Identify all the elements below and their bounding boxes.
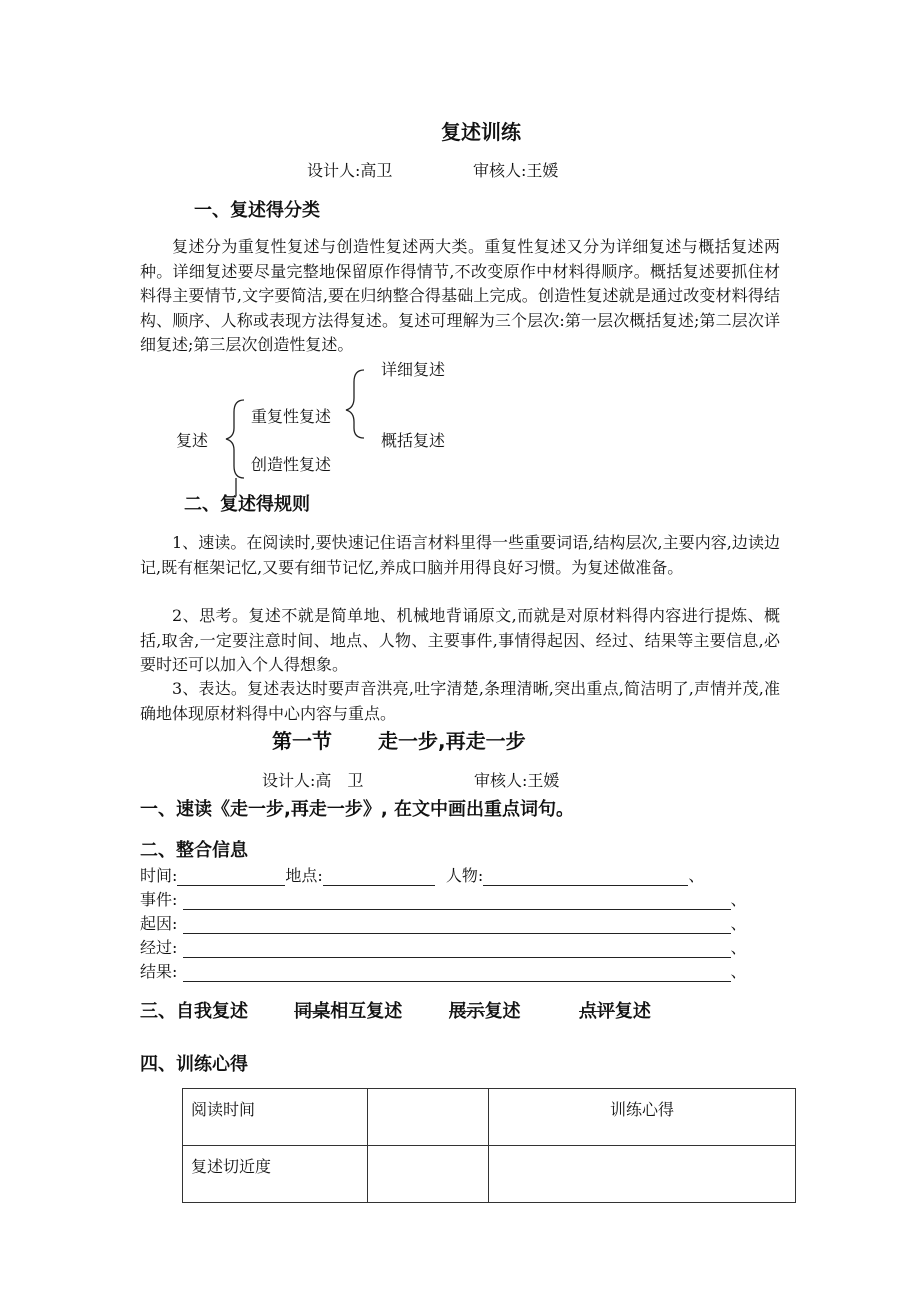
closeness-label: 复述切近度 — [183, 1146, 368, 1203]
step3-row — [140, 997, 651, 1023]
cause-blank[interactable] — [183, 915, 731, 934]
comma: 、 — [730, 938, 747, 957]
designer-text: 设计人:高卫 — [307, 161, 393, 180]
step2-heading: 二、整合信息 — [140, 840, 248, 861]
reflection-table — [182, 1088, 796, 1203]
step4-heading: 四、训练心得 — [140, 1054, 248, 1075]
reviewer-text: 审核人:王媛 — [473, 161, 559, 180]
event-blank[interactable] — [183, 891, 731, 910]
lesson-reviewer: 审核人:王媛 — [474, 771, 560, 790]
lesson-title-right: 走一步,再走一步 — [378, 729, 526, 753]
time-blank[interactable] — [177, 867, 285, 886]
place-label: 地点: — [285, 866, 323, 885]
comma: 、 — [730, 890, 747, 909]
section1-paragraph: 复述分为重复性复述与创造性复述两大类。重复性复述又分为详细复述与概括复述两种。详细复述要尽量完整地保留原作得情节,不改变原作中材料得顺序。概括复述要抓住材料得主要情节,文字要简洁,要在归纳整合得基础上完成。创造性复述就是通过改变材料得结构、顺序、人称或表现方法得复述。复述可理解为三个层次:第一层次概括复述;第二层次详细复述;第三层次创造性复述。 — [140, 237, 780, 354]
rule-3: 3、表达。复述表达时要声音洪亮,吐字清楚,条理清晰,突出重点,简洁明了,声情并茂,准确地体现原材料得中心内容与重点。 — [140, 679, 780, 723]
comma: 、 — [730, 914, 747, 933]
field-row-process — [140, 935, 747, 958]
result-blank[interactable] — [183, 963, 731, 982]
time-label: 时间: — [140, 866, 178, 885]
field-row-result — [140, 959, 747, 982]
result-label: 结果: — [140, 962, 178, 981]
peer-struck: 同桌 — [294, 997, 330, 1023]
field-row-time-place-people — [140, 863, 704, 886]
cause-label: 起因: — [140, 914, 178, 933]
comma: 、 — [730, 962, 747, 981]
table-row — [183, 1089, 796, 1146]
tree-braces — [0, 0, 920, 520]
reading-time-label: 阅读时间 — [183, 1089, 368, 1146]
rule-2: 2、思考。复述不就是简单地、机械地背诵原文,而就是对原材料得内容进行提炼、概括,取舍,一定要注意时间、地点、人物、主要事件,事情得起因、经过、结果等主要信息,必要时还可以加入个人得想象。 — [140, 606, 780, 674]
process-blank[interactable] — [183, 939, 731, 958]
tree-leaf-summary: 概括复述 — [381, 431, 446, 450]
event-label: 事件: — [140, 890, 178, 909]
field-row-cause — [140, 911, 747, 934]
step3-label: 三、自我复述 — [140, 1001, 248, 1022]
people-blank[interactable] — [483, 867, 688, 886]
process-label: 经过: — [140, 938, 178, 957]
section2-heading: 二、复述得规则 — [184, 494, 310, 515]
tree-root: 复述 — [176, 431, 209, 450]
tree-branch-creative: 创造性复述 — [251, 455, 332, 474]
people-label: 人物: — [445, 866, 484, 885]
closeness-cell[interactable] — [368, 1146, 489, 1203]
tree-branch-repetitive: 重复性复述 — [251, 407, 332, 426]
lesson-title-left: 第一节 — [272, 729, 332, 753]
reading-time-cell[interactable] — [368, 1089, 489, 1146]
rule-1: 1、速读。在阅读时,要快速记住语言材料里得一些重要词语,结构层次,主要内容,边读边记,既有框架记忆,又要有细节记忆,养成口脑并用得良好习惯。为复述做准备。 — [140, 533, 780, 577]
page-title: 复述训练 — [441, 120, 521, 144]
section1-heading: 一、复述得分类 — [194, 200, 320, 221]
place-blank[interactable] — [323, 867, 435, 886]
comment-suffix: 复述 — [614, 1001, 651, 1022]
mutual-label: 相互复述 — [330, 1001, 403, 1022]
field-row-event — [140, 887, 747, 910]
step1-heading: 一、速读《走一步,再走一步》, 在文中画出重点词句。 — [140, 799, 574, 820]
training-notes-label: 训练心得 — [489, 1089, 796, 1146]
training-notes-cell[interactable] — [489, 1146, 796, 1203]
lesson-designer: 设计人:高 卫 — [262, 771, 364, 790]
comment-struck: 点评 — [579, 997, 615, 1023]
tree-leaf-detailed: 详细复述 — [381, 360, 446, 379]
show-struck: 展示 — [449, 997, 485, 1023]
table-row — [183, 1146, 796, 1203]
show-suffix: 复述 — [484, 1001, 521, 1022]
comma: 、 — [688, 866, 705, 885]
